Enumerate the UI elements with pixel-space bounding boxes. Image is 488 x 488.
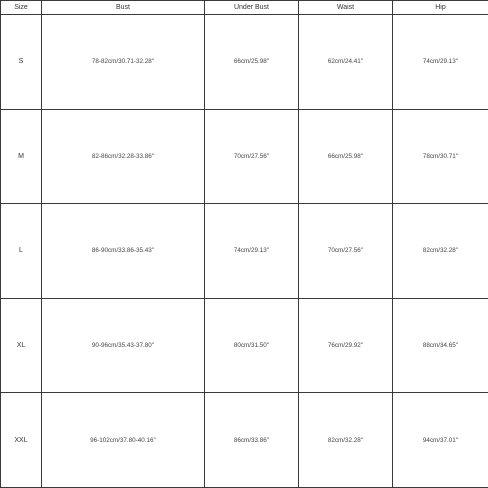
header-row: [1, 1, 488, 15]
waist-cell: 70cm/27.56'': [299, 204, 393, 299]
bust-cell: 96-102cm/37.80-40.16'': [42, 393, 205, 488]
under-bust-cell: 86cm/33.86'': [205, 393, 299, 488]
waist-cell: 82cm/32.28'': [299, 393, 393, 488]
table-row: [1, 109, 488, 204]
under-bust-cell: 74cm/29.13'': [205, 204, 299, 299]
bust-cell: 82-86cm/32.28-33.86'': [42, 109, 205, 204]
under-bust-cell: 66cm/25.98'': [205, 15, 299, 110]
under-bust-cell: 70cm/27.56'': [205, 109, 299, 204]
size-cell: M: [1, 109, 42, 204]
hip-cell: 74cm/29.13'': [393, 15, 488, 110]
header-under-bust: Under Bust: [205, 1, 299, 15]
bust-cell: 78-82cm/30.71-32.28'': [42, 15, 205, 110]
table-row: [1, 204, 488, 299]
waist-cell: 62cm/24.41'': [299, 15, 393, 110]
header-size: Size: [1, 1, 42, 15]
waist-cell: 76cm/29.92'': [299, 298, 393, 393]
hip-cell: 88cm/34.65'': [393, 298, 488, 393]
hip-cell: 82cm/32.28'': [393, 204, 488, 299]
table-row: [1, 298, 488, 393]
table-row: [1, 15, 488, 110]
bust-cell: 86-90cm/33.86-35.43'': [42, 204, 205, 299]
size-cell: XXL: [1, 393, 42, 488]
hip-cell: 78cm/30.71'': [393, 109, 488, 204]
bust-cell: 90-96cm/35.43-37.80'': [42, 298, 205, 393]
header-hip: Hip: [393, 1, 488, 15]
table-row: [1, 393, 488, 488]
waist-cell: 66cm/25.98'': [299, 109, 393, 204]
under-bust-cell: 80cm/31.50'': [205, 298, 299, 393]
header-bust: Bust: [42, 1, 205, 15]
size-cell: XL: [1, 298, 42, 393]
size-cell: S: [1, 15, 42, 110]
size-cell: L: [1, 204, 42, 299]
hip-cell: 94cm/37.01'': [393, 393, 488, 488]
header-waist: Waist: [299, 1, 393, 15]
